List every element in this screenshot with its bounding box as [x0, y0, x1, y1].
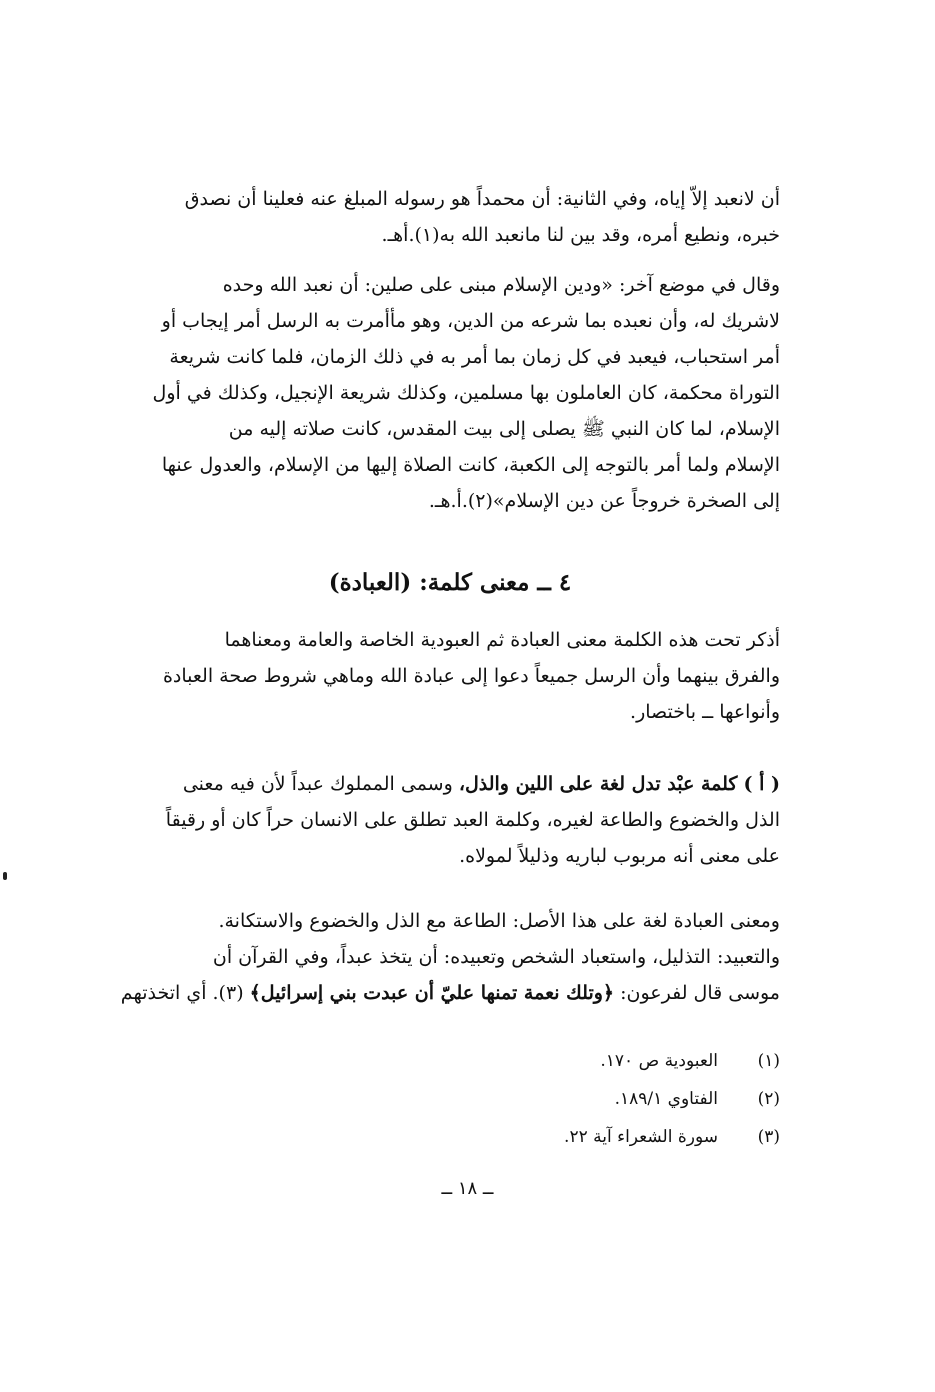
- text-line: الإسلام ولما أمر بالتوجه إلى الكعبة، كانت الصلاة إليها من الإسلام، والعدول عنها: [161, 454, 780, 476]
- page-number: ــ ١٨ ــ: [441, 1178, 494, 1199]
- meaning-line3-end: (٣). أي اتخذتهم: [120, 982, 244, 1004]
- text-line: الإسلام، لما كان النبي ﷺ يصلى إلى بيت المقدس، كانت صلاته إليه من: [228, 418, 780, 440]
- section-a-line1-rest: وسمى المملوك عبداً لأن فيه معنى: [182, 773, 453, 795]
- section-a: [120, 766, 780, 874]
- text-line: التوراة محكمة، كان العاملون بها مسلمين، وكذلك شريعة الإنجيل، وكذلك في أول: [152, 382, 780, 404]
- scan-speck: [3, 872, 7, 880]
- footnote-text: العبودية ص ١٧٠.: [600, 1051, 718, 1071]
- footnotes: [380, 1042, 780, 1156]
- text-line: والفرق بينهما وأن الرسل جميعاً دعوا إلى عبادة الله وماهي شروط صحة العبادة: [162, 665, 780, 687]
- section-heading: ٤ ــ معنى كلمة: (العبادة): [328, 569, 572, 596]
- text-line: خبره، ونطيع أمره، وقد بين لنا مانعبد الله به(١).أهـ.: [381, 224, 780, 246]
- text-line: إلى الصخرة خروجاً عن دين الإسلام»(٢).أ.هـ.: [428, 490, 780, 512]
- text-line: أذكر تحت هذه الكلمة معنى العبادة ثم العبودية الخاصة والعامة ومعناهما: [224, 629, 780, 651]
- footnote-number: (٢): [757, 1089, 780, 1109]
- meaning-line3-start: موسى قال لفرعون:: [620, 982, 780, 1004]
- footnote-item: [380, 1080, 780, 1118]
- footnote-number: (٣): [757, 1127, 780, 1147]
- text-line: وقال في موضع آخر: «ودين الإسلام مبنى على صلين: أن نعبد الله وحده: [222, 274, 780, 296]
- footnote-text: سورة الشعراء آية ٢٢.: [564, 1127, 718, 1147]
- paragraph-2: [120, 267, 780, 519]
- text-line: أمر استحباب، فيعبد في كل زمان بما أمر به في ذلك الزمان، فلما كانت شريعة: [169, 346, 780, 368]
- section-a-bold-text: كلمة عبْد تدل لغة على اللين والذل،: [458, 773, 738, 795]
- paragraph-1: [120, 181, 780, 253]
- section-a-label: ( أ ): [743, 773, 780, 795]
- text-line: وأنواعها ــ باختصار.: [630, 701, 780, 723]
- paragraph-intro: [120, 622, 780, 730]
- text-line: الذل والخضوع والطاعة لغيره، وكلمة العبد تطلق على الانسان حراً كان أو رقيقاً: [165, 809, 780, 831]
- paragraph-meaning: [120, 903, 780, 1011]
- text-line: [120, 975, 780, 1011]
- text-line: [120, 766, 780, 802]
- text-line: على معنى أنه مربوب لباريه وذليلاً لمولاه.: [459, 845, 780, 867]
- footnote-item: [380, 1042, 780, 1080]
- text-line: لاشريك له، وأن نعبده بما شرعه من الدين، وهو مأأمرت به الرسل أمر إيجاب أو: [161, 310, 780, 332]
- quran-quote: ﴿وتلك نعمة تمنها عليّ أن عبدت بني إسرائيل﴾: [249, 982, 615, 1004]
- footnote-item: [380, 1118, 780, 1156]
- footnote-number: (١): [757, 1051, 780, 1071]
- footnote-text: الفتاوي ١٨٩/١.: [614, 1089, 718, 1109]
- text-line: والتعبيد: التذليل، واستعباد الشخص وتعبيده: أن يتخذ عبداً، وفي القرآن أن: [212, 946, 780, 968]
- text-line: ومعنى العبادة لغة على هذا الأصل: الطاعة مع الذل والخضوع والاستكانة.: [218, 910, 780, 932]
- text-line: أن لانعبد إلاّ إياه، وفي الثانية: أن محمداً هو رسوله المبلغ عنه فعلينا أن نصدق: [184, 188, 780, 210]
